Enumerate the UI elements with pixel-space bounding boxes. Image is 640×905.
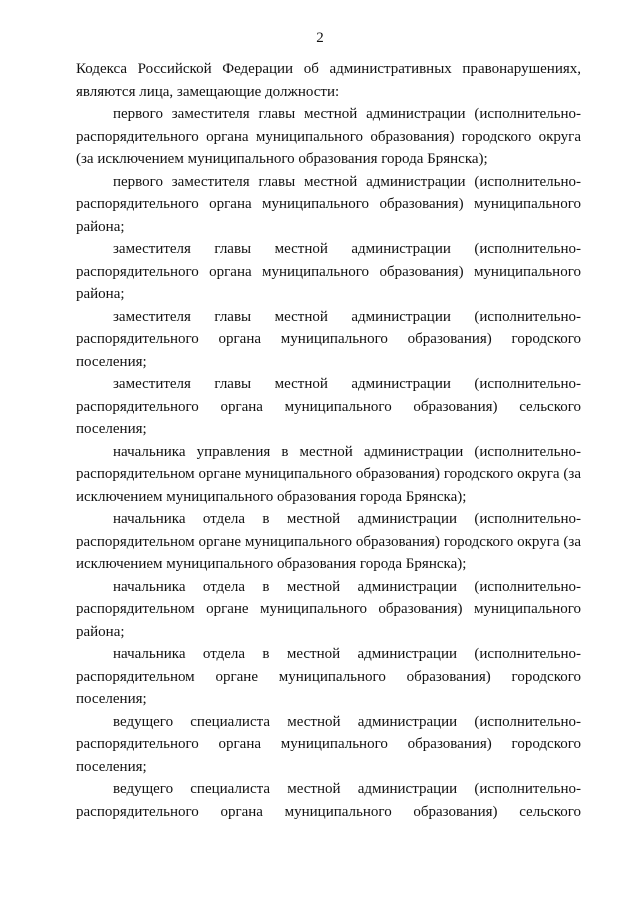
paragraph-item: заместителя главы местной администрации (исполнительно-распорядительного органа муниципального образования) муниципального района; — [76, 241, 581, 302]
paragraph-intro: Кодекса Российской Федерации об административных правонарушениях, являются лица, замещающие должности: — [76, 61, 581, 100]
paragraph-item: первого заместителя главы местной администрации (исполнительно-распорядительного органа муниципального образования) городского округа (за исключением муниципального образования города Брянска); — [76, 106, 581, 167]
paragraph-item: первого заместителя главы местной администрации (исполнительно-распорядительного органа муниципального образования) муниципального района; — [76, 173, 581, 235]
document-body — [76, 58, 581, 823]
paragraph-item: заместителя главы местной администрации (исполнительно-распорядительного органа муниципального образования) городского поселения; — [76, 308, 581, 370]
paragraph-item: начальника отдела в местной администрации (исполнительно-распорядительном органе муниципального образования) городского округа (за исключением муниципального образования города Брянска); — [76, 511, 581, 572]
paragraph-item: начальника отдела в местной администрации (исполнительно-распорядительном органе муниципального образования) городского поселения; — [76, 646, 581, 707]
paragraph-item: ведущего специалиста местной администрации (исполнительно-распорядительного органа муниципального образования) городского поселения; — [76, 713, 581, 775]
paragraph-item: начальника отдела в местной администрации (исполнительно-распорядительном органе муниципального образования) муниципального района; — [76, 578, 581, 640]
page-number: 2 — [316, 30, 324, 46]
paragraph-item: заместителя главы местной администрации (исполнительно-распорядительного органа муниципального образования) сельского поселения; — [76, 376, 581, 437]
paragraph-item: начальника управления в местной администрации (исполнительно-распорядительном органе муниципального образования) городского округа (за исключением муниципального образования города Брянска); — [76, 443, 581, 505]
paragraph-item-continued: ведущего специалиста местной администрации (исполнительно-распорядительного органа муниципального образования) сельского — [76, 781, 581, 820]
